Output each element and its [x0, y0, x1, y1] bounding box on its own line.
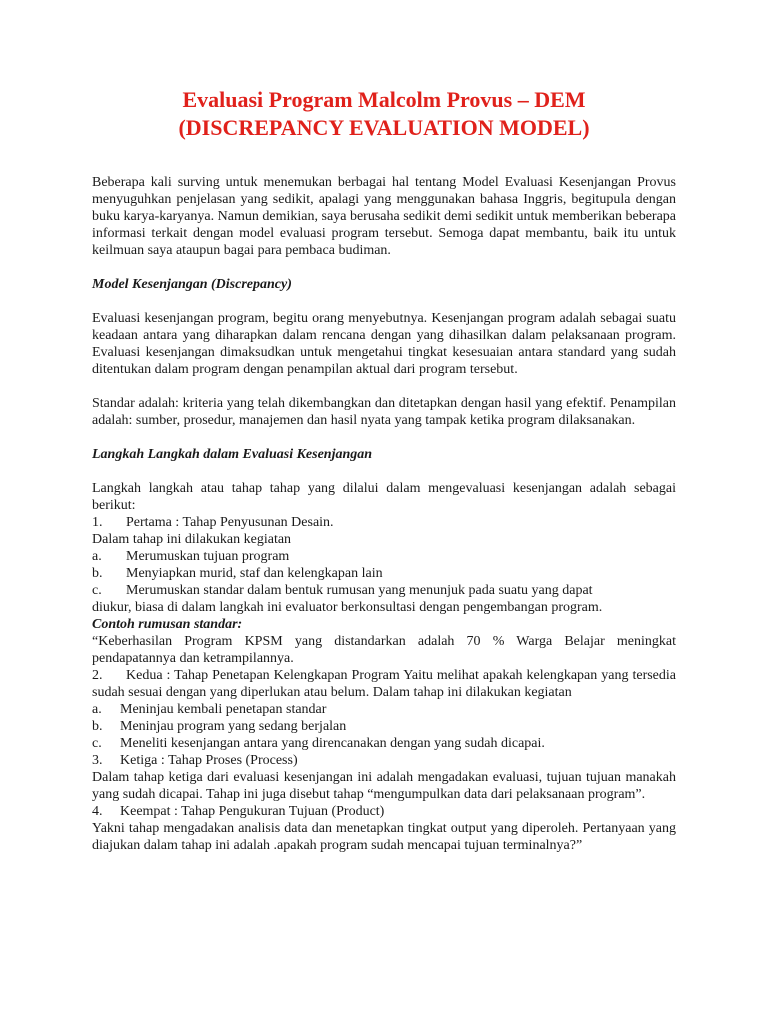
step-3-description: Dalam tahap ketiga dari evaluasi kesenjangan ini adalah mengadakan evaluasi, tujuan tujuan manakah yang sudah dicapai. Tahap ini juga disebut tahap “mengumpulkan data dari pelaksanaan program”.: [92, 770, 676, 802]
list-marker: a.: [92, 702, 102, 717]
section1-paragraph-1: Evaluasi kesenjangan program, begitu orang menyebutnya. Kesenjangan program adalah sebagai suatu keadaan antara yang diharapkan dalam rencana dengan yang dihasilkan dalam pelaksanaan program. Evaluasi kesenjangan dimaksudkan untuk mengetahui tingkat kesesuaian antara standard yang sudah ditentukan dalam program dengan penampilan aktual dari program tersebut.: [92, 311, 676, 377]
step-3: [92, 752, 676, 769]
step-3-number: 3.: [92, 753, 103, 768]
step-1-item-c: [92, 582, 676, 599]
document-body: [92, 174, 676, 854]
document-title: [92, 86, 676, 142]
step-2-item-c: [92, 735, 676, 752]
list-item-text: Merumuskan tujuan program: [126, 549, 290, 564]
steps-intro: Langkah langkah atau tahap tahap yang dilalui dalam mengevaluasi kesenjangan adalah sebagai berikut:: [92, 481, 676, 513]
title-line-2: (DISCREPANCY EVALUATION MODEL): [178, 115, 590, 140]
step-2-item-b: [92, 718, 676, 735]
step-3-title: Ketiga : Tahap Proses (Process): [120, 753, 298, 768]
example-text: “Keberhasilan Program KPSM yang distandarkan adalah 70 % Warga Belajar meningkat pendapatannya dan ketrampilannya.: [92, 634, 676, 666]
step-1-item-c-continued: diukur, biasa di dalam langkah ini evaluator berkonsultasi dengan pengembangan program.: [92, 600, 603, 615]
step-1-item-a: [92, 548, 676, 565]
step-4: [92, 803, 676, 820]
step-4-description: Yakni tahap mengadakan analisis data dan menetapkan tingkat output yang diperoleh. Pertanyaan yang diajukan dalam tahap ini adalah .apakah program sudah mencapai tujuan terminalnya?”: [92, 821, 676, 853]
list-marker: c.: [92, 736, 102, 751]
step-1-item-b: [92, 565, 676, 582]
step-2-item-a: [92, 701, 676, 718]
step-4-number: 4.: [92, 804, 103, 819]
intro-paragraph: Beberapa kali surving untuk menemukan berbagai hal tentang Model Evaluasi Kesenjangan Provus menyuguhkan penjelasan yang sedikit, apalagi yang menggunakan bahasa Inggris, begitupula dengan buku karya-karyanya. Namun demikian, saya berusaha sedikit demi sedikit untuk memberikan beberapa informasi terkait dengan model evaluasi program tersebut. Semoga dapat membantu, baik itu untuk keilmuan saya ataupun bagai para pembaca budiman.: [92, 175, 676, 258]
step-1-lead: Dalam tahap ini dilakukan kegiatan: [92, 532, 292, 547]
step-4-title: Keempat : Tahap Pengukuran Tujuan (Product): [120, 804, 385, 819]
section-heading-model: Model Kesenjangan (Discrepancy): [92, 277, 292, 292]
list-item-text: Meneliti kesenjangan antara yang direncanakan dengan yang sudah dicapai.: [120, 736, 545, 751]
section1-paragraph-2: Standar adalah: kriteria yang telah dikembangkan dan ditetapkan dengan hasil yang efektif. Penampilan adalah: sumber, prosedur, manajemen dan hasil nyata yang tampak ketika program dilaksanakan.: [92, 396, 676, 428]
step-2-text: Kedua : Tahap Penetapan Kelengkapan Program Yaitu melihat apakah kelengkapan yang tersedia sudah sesuai dengan yang diperlukan atau belum. Dalam tahap ini dilakukan kegiatan: [92, 668, 676, 700]
list-marker: a.: [92, 549, 102, 564]
title-line-1: Evaluasi Program Malcolm Provus – DEM: [182, 87, 586, 112]
list-item-text: Meninjau kembali penetapan standar: [120, 702, 327, 717]
section-heading-steps: Langkah Langkah dalam Evaluasi Kesenjangan: [92, 447, 373, 462]
list-item-text: Menyiapkan murid, staf dan kelengkapan lain: [126, 566, 383, 581]
example-heading: Contoh rumusan standar:: [92, 617, 243, 632]
step-2-number: 2.: [92, 668, 103, 683]
step-1-number: 1.: [92, 515, 103, 530]
list-marker: b.: [92, 719, 103, 734]
list-marker: c.: [92, 583, 102, 598]
list-item-text: Meninjau program yang sedang berjalan: [120, 719, 347, 734]
list-item-text: Merumuskan standar dalam bentuk rumusan yang menunjuk pada suatu yang dapat: [126, 583, 593, 598]
step-1-title: Pertama : Tahap Penyusunan Desain.: [126, 515, 334, 530]
step-1: [92, 514, 676, 531]
list-marker: b.: [92, 566, 103, 581]
